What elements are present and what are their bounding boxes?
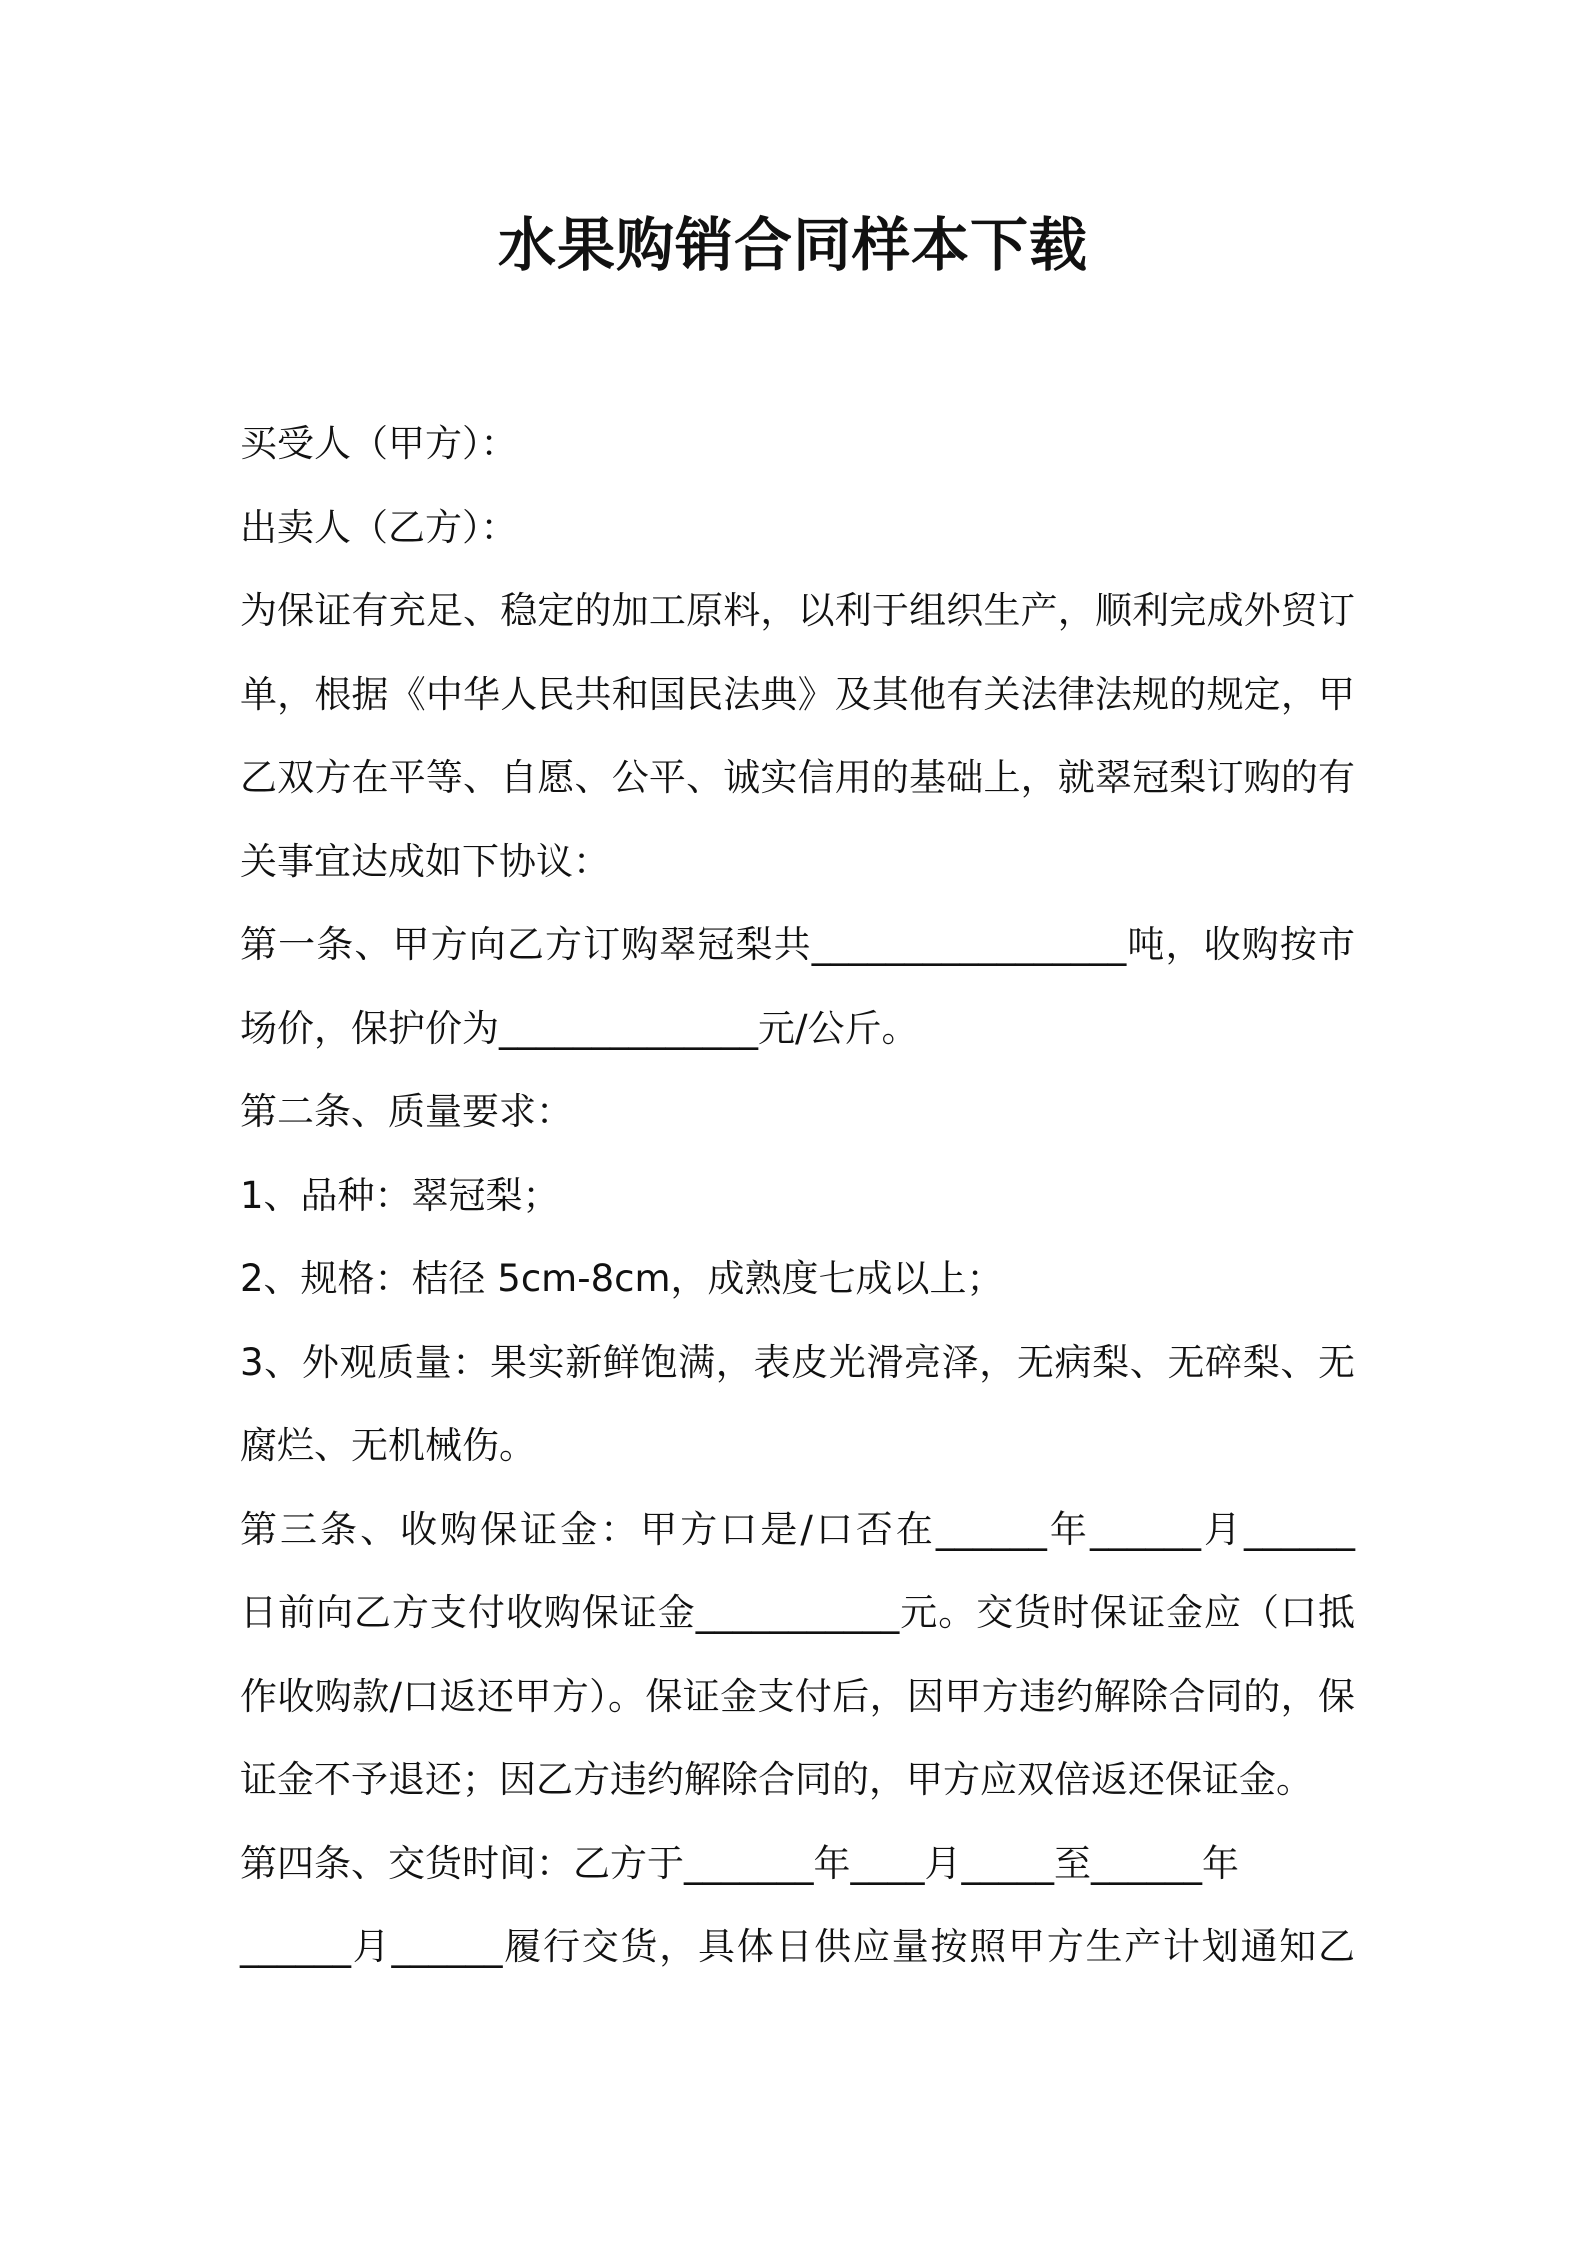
article-4-line-1: 第四条、交货时间：乙方于_______年____月_____至______年	[240, 1841, 1239, 1885]
article-3-line-2: 日前向乙方支付收购保证金___________元。交货时保证金应（口抵	[240, 1591, 1355, 1634]
article-2-item-3-line-2: 腐烂、无机械伤。	[240, 1424, 536, 1467]
preamble-line-4: 关事宜达成如下协议：	[240, 839, 610, 883]
preamble-line-1: 为保证有充足、稳定的加工原料，以利于组织生产，顺利完成外贸订	[240, 589, 1355, 632]
article-4-line-2: ______月______履行交货，具体日供应量按照甲方生产计划通知乙	[240, 1925, 1355, 1968]
article-2-item-1: 1、品种：翠冠梨；	[240, 1173, 560, 1217]
article-3-line-3: 作收购款/口返还甲方）。保证金支付后，因甲方违约解除合同的，保	[240, 1674, 1355, 1718]
preamble-line-2: 单，根据《中华人民共和国民法典》及其他有关法律法规的规定，甲	[240, 672, 1355, 716]
article-3-line-1: 第三条、收购保证金：甲方口是/口否在______年______月______	[240, 1507, 1355, 1551]
document-title: 水果购销合同样本下载	[497, 211, 1088, 279]
contract-body	[240, 402, 1355, 1989]
article-1-line-2: 场价，保护价为______________元/公斤。	[240, 1006, 919, 1050]
seller-line: 出卖人（乙方）：	[240, 505, 518, 549]
article-2-item-3-line-1: 3、外观质量：果实新鲜饱满，表皮光滑亮泽，无病梨、无碎梨、无	[240, 1340, 1355, 1384]
article-2-item-2: 2、规格：桔径 5cm-8cm，成熟度七成以上；	[240, 1257, 1004, 1300]
buyer-line: 买受人（甲方）：	[240, 422, 518, 465]
article-3-line-4: 证金不予退还；因乙方违约解除合同的，甲方应双倍返还保证金。	[240, 1758, 1313, 1801]
article-2-heading: 第二条、质量要求：	[240, 1090, 573, 1133]
preamble-line-3: 乙双方在平等、自愿、公平、诚实信用的基础上，就翠冠梨订购的有	[240, 756, 1355, 799]
article-1-line-1: 第一条、甲方向乙方订购翠冠梨共_________________吨，收购按市	[240, 923, 1355, 966]
